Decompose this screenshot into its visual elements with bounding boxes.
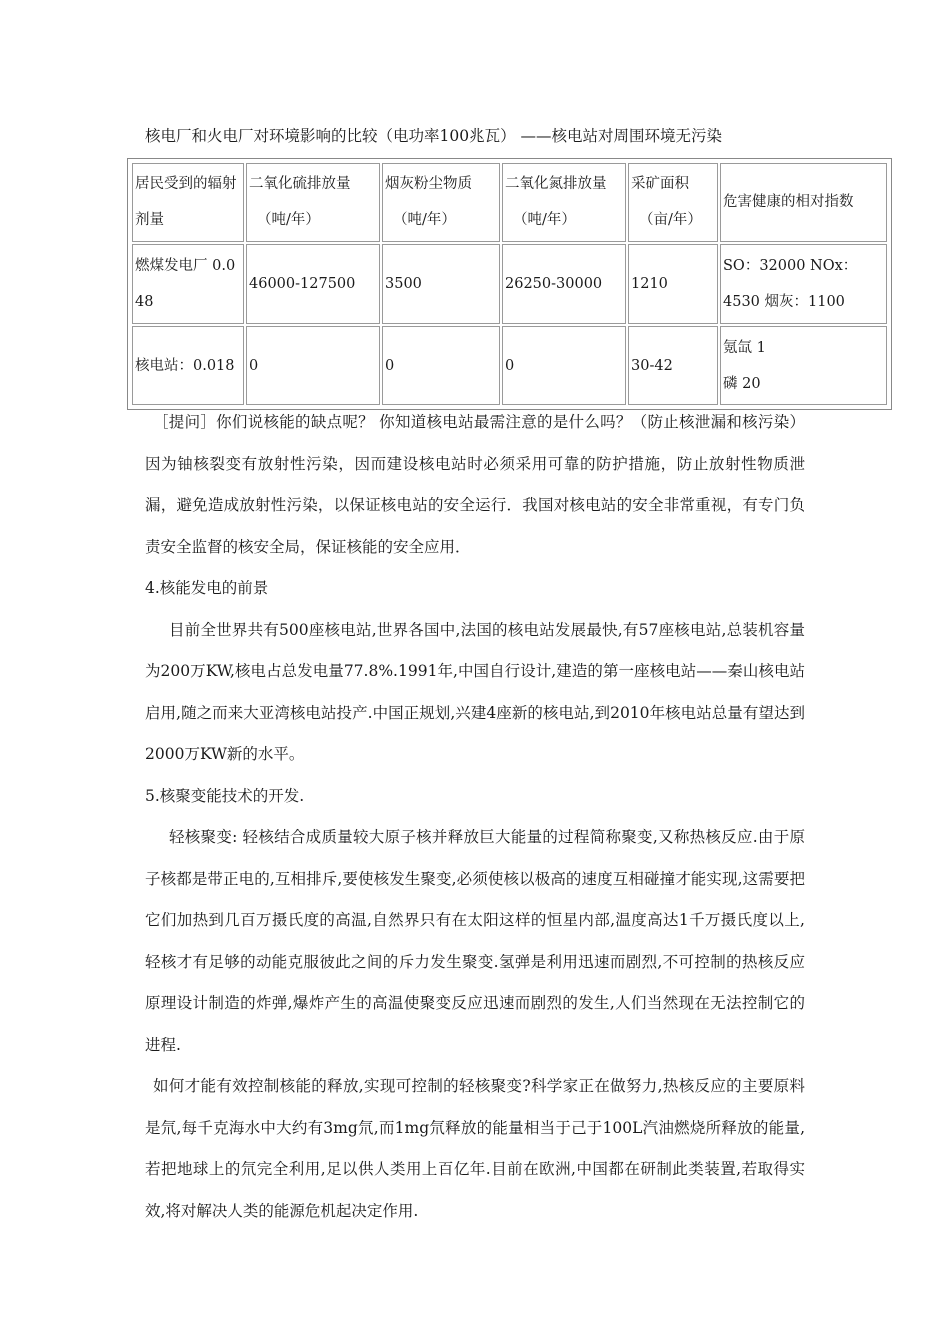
paragraph-prospects: 目前全世界共有500座核电站,世界各国中,法国的核电站发展最快,有57座核电站,总装机容量为200万KW,核电占总发电量77.8%.1991年,中国自行设计,建造的第一座核电站——秦山核电站启用,随之而来大亚湾核电站投产.中国正规划,兴建4座新的核电站,到2010年核电站总量有望达到2000万KW新的水平。 xyxy=(145,620,805,763)
table-row xyxy=(132,326,887,405)
header-no2 xyxy=(502,163,626,242)
cell-coal-dose: 燃煤发电厂 0.048 xyxy=(132,244,244,325)
paragraph-controlled-fusion: 如何才能有效控制核能的释放,实现可控制的轻核聚变?科学家正在做努力,热核反应的主要原料是氘,每千克海水中大约有3mg氘,而1mg氘释放的能量相当于己于100L汽油燃烧所释放的能量,若把地球上的氘完全利用,足以供人类用上百亿年.目前在欧洲,中国都在研制此类装置,若取得实效,将对解决人类的能源危机起决定作用. xyxy=(145,1077,805,1220)
header-mining-area xyxy=(628,163,718,242)
comparison-table-frame xyxy=(127,158,892,410)
header-ash-label: 烟灰粉尘物质 xyxy=(385,176,472,193)
table-header-row xyxy=(132,163,887,242)
header-ash-unit: （吨/年） xyxy=(393,212,456,229)
cell-nuclear-health-line1: 氪氙 1 xyxy=(723,339,766,356)
table-row xyxy=(132,244,887,325)
section-heading-5: 5.核聚变能技术的开发. xyxy=(145,786,305,805)
header-ash xyxy=(382,163,500,242)
cell-coal-mining: 1210 xyxy=(628,244,718,325)
cell-coal-no2: 26250-30000 xyxy=(502,244,626,325)
cell-nuclear-health xyxy=(720,326,887,405)
header-so2 xyxy=(246,163,380,242)
header-no2-unit: （吨/年） xyxy=(513,212,576,229)
header-mining-unit: （亩/年） xyxy=(639,212,702,229)
cell-nuclear-mining: 30-42 xyxy=(628,326,718,405)
header-radiation-dose: 居民受到的辐射剂量 xyxy=(132,163,244,242)
section-heading-4: 4.核能发电的前景 xyxy=(145,579,269,597)
cell-coal-so2: 46000-127500 xyxy=(246,244,380,325)
header-mining-label: 采矿面积 xyxy=(631,176,689,193)
cell-nuclear-health-line2: 磷 20 xyxy=(723,375,761,392)
cell-nuclear-so2: 0 xyxy=(246,326,380,405)
header-so2-label: 二氧化硫排放量 xyxy=(249,176,351,193)
header-health-index: 危害健康的相对指数 xyxy=(720,163,887,242)
header-no2-label: 二氧化氮排放量 xyxy=(505,176,607,193)
cell-nuclear-ash: 0 xyxy=(382,326,500,405)
cell-coal-health-line2: 4530 烟灰：1100 xyxy=(723,293,845,310)
header-so2-unit: （吨/年） xyxy=(257,212,320,229)
cell-coal-ash: 3500 xyxy=(382,244,500,325)
paragraph-fusion: 轻核聚变: 轻核结合成质量较大原子核并释放巨大能量的过程简称聚变,又称热核反应.由于原子核都是带正电的,互相排斥,要使核发生聚变,必须使核以极高的速度互相碰撞才能实现,这需要把它们加热到几百万摄氏度的高温,自然界只有在太阳这样的恒星内部,温度高达1千万摄氏度以上,轻核才有足够的动能克服彼此之间的斥力发生聚变.氢弹是利用迅速而剧烈,不可控制的热核反应原理设计制造的炸弹,爆炸产生的高温使聚变反应迅速而剧烈的发生,人们当然现在无法控制它的进程. xyxy=(145,828,805,1054)
cell-nuclear-dose: 核电站：0.018 xyxy=(132,326,244,405)
cell-coal-health xyxy=(720,244,887,325)
cell-nuclear-no2: 0 xyxy=(502,326,626,405)
comparison-table xyxy=(130,161,889,407)
body-text xyxy=(145,402,805,1232)
table-title: 核电厂和火电厂对环境影响的比较（电功率100兆瓦） ——核电站对周围环境无污染 xyxy=(145,127,723,145)
paragraph-question: ［提问］你们说核能的缺点呢？ 你知道核电站最需注意的是什么吗？（防止核泄漏和核污染）因为铀核裂变有放射性污染，因而建设核电站时必须采用可靠的防护措施，防止放射性物质泄漏，避免造成放射性污染，以保证核电站的安全运行．我国对核电站的安全非常重视，有专门负责安全监督的核安全局，保证核能的安全应用． xyxy=(145,413,805,556)
cell-coal-health-line1: SO：32000 NOx： xyxy=(723,257,858,274)
